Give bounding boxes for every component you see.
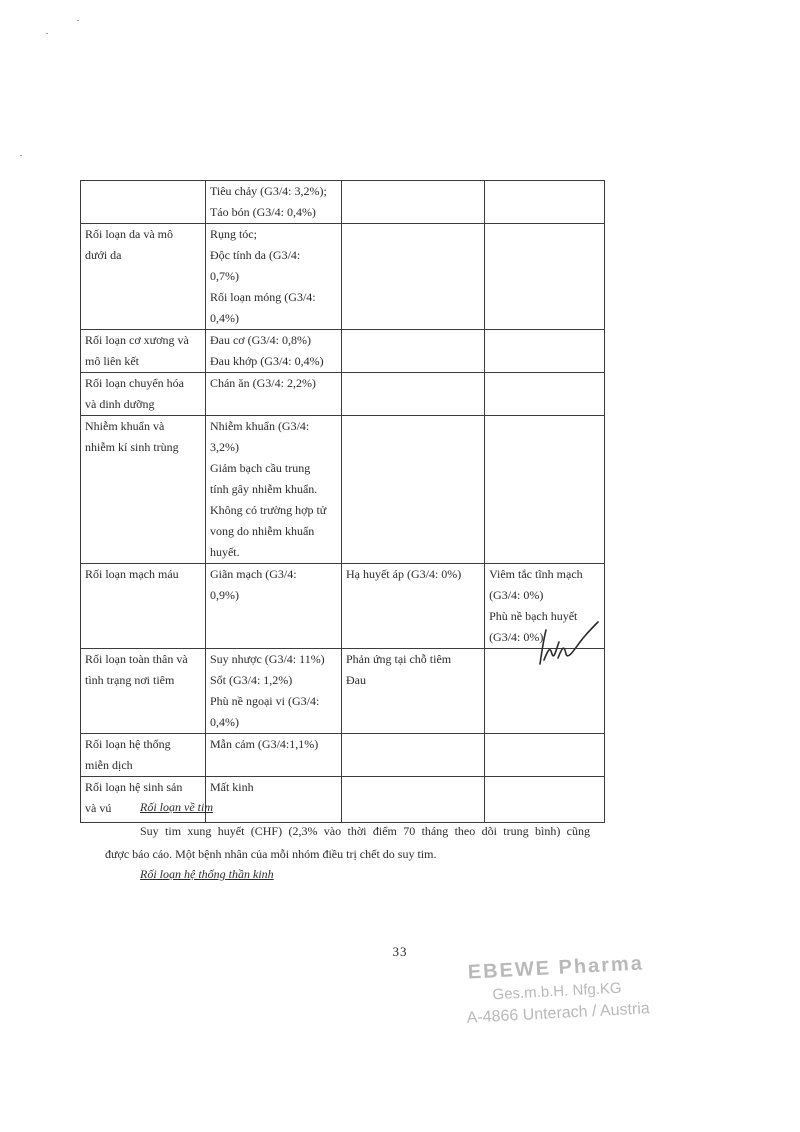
cell-line: 0,9%): [209, 588, 239, 602]
cell-line: Mẫn cảm (G3/4:1,1%): [209, 737, 319, 751]
company-stamp: [460, 950, 653, 1030]
cell-line: Mất kinh: [209, 780, 254, 794]
cell-line: Phản ứng tại chỗ tiêm: [345, 652, 452, 666]
table-row: [81, 734, 605, 777]
table-row: [81, 373, 605, 416]
organ-class-cell: [81, 373, 206, 416]
cell-line: Rối loạn hệ sinh sản: [85, 780, 183, 794]
cell-line: Suy nhược (G3/4: 11%): [209, 652, 325, 666]
reaction-cell-rare: [485, 181, 605, 224]
reaction-cell-common: [205, 224, 341, 330]
organ-class-cell: [81, 224, 206, 330]
adverse-reactions-table: [80, 180, 605, 823]
stamp-line-1: EBEWE Pharma: [467, 952, 645, 984]
cell-line: Sốt (G3/4: 1,2%): [209, 673, 293, 687]
reaction-cell-rare: [485, 373, 605, 416]
cell-line: Đau: [345, 673, 366, 687]
stamp-line-2: Ges.m.b.H. Nfg.KG: [492, 979, 623, 1004]
cell-line: vong do nhiễm khuẩn: [209, 524, 315, 538]
cell-line: 0,7%): [209, 269, 239, 283]
reaction-cell-rare: [485, 330, 605, 373]
reaction-cell-common: [205, 181, 341, 224]
reaction-cell-common: [205, 734, 341, 777]
reaction-cell-uncommon: [341, 416, 484, 564]
cell-line: Đau cơ (G3/4: 0,8%): [209, 333, 311, 347]
stamp-line-3: A-4866 Unterach / Austria: [466, 1000, 651, 1027]
cell-line: tính gây nhiễm khuẩn.: [209, 482, 318, 496]
reaction-cell-common: [205, 373, 341, 416]
cell-line: Rối loạn hệ thống: [85, 737, 171, 751]
reaction-cell-common: [205, 564, 341, 649]
cell-line: 3,2%): [209, 440, 239, 454]
cell-line: Rối loạn móng (G3/4:: [209, 290, 316, 304]
reaction-cell-common: [205, 649, 341, 734]
reaction-cell-rare: [485, 416, 605, 564]
handwritten-signature: [534, 620, 604, 670]
reaction-cell-rare: [485, 734, 605, 777]
cell-line: mô liên kết: [85, 354, 139, 368]
table-row: [81, 224, 605, 330]
cell-line: (G3/4: 0%): [489, 630, 544, 644]
organ-class-cell: [81, 181, 206, 224]
cell-line: nhiễm kí sinh trùng: [85, 440, 179, 454]
cell-line: miễn dịch: [85, 758, 133, 772]
cell-line: dưới da: [85, 248, 122, 262]
reaction-cell-uncommon: [341, 373, 484, 416]
cell-line: Đau khớp (G3/4: 0,4%): [209, 354, 324, 368]
heading-cardiac-disorders: Rối loạn về tim: [140, 800, 213, 814]
cell-line: Chán ăn (G3/4: 2,2%): [209, 376, 316, 390]
reaction-cell-uncommon: [341, 224, 484, 330]
cell-line: và vú: [85, 801, 112, 815]
organ-class-cell: [81, 649, 206, 734]
reaction-cell-rare: [485, 777, 605, 823]
cell-line: Phù nề bạch huyết: [489, 609, 578, 623]
cell-line: Độc tính da (G3/4:: [209, 248, 301, 262]
reaction-cell-uncommon: [341, 734, 484, 777]
cell-line: Rối loạn mạch máu: [85, 567, 179, 581]
cell-line: tình trạng nơi tiêm: [85, 673, 175, 687]
cell-line: Không có trường hợp tử: [209, 503, 327, 517]
table-row: [81, 649, 605, 734]
reaction-cell-uncommon: [341, 564, 484, 649]
cell-line: Giãn mạch (G3/4:: [209, 567, 297, 581]
cardiac-paragraph-line-1: Suy tim xung huyết (CHF) (2,3% vào thời điểm 70 tháng theo dõi trung bình) cũng: [140, 824, 590, 838]
cell-line: Hạ huyết áp (G3/4: 0%): [345, 567, 462, 581]
cell-line: và dinh dưỡng: [85, 397, 155, 411]
reaction-cell-uncommon: [341, 649, 484, 734]
table-row: [81, 564, 605, 649]
heading-nervous-system-disorders: Rối loạn hệ thống thần kinh: [140, 867, 274, 881]
cardiac-paragraph-line-2: được báo cáo. Một bệnh nhân của mỗi nhóm điều trị chết do suy tim.: [105, 847, 437, 861]
cell-line: Rối loạn cơ xương và: [85, 333, 189, 347]
cell-line: Phù nề ngoại vi (G3/4:: [209, 694, 320, 708]
cell-line: (G3/4: 0%): [489, 588, 544, 602]
table-row: [81, 330, 605, 373]
cell-line: Rối loạn chuyển hóa: [85, 376, 184, 390]
cell-line: Viêm tắc tĩnh mạch: [489, 567, 583, 581]
reaction-cell-common: [205, 330, 341, 373]
reaction-cell-rare: [485, 224, 605, 330]
reaction-cell-uncommon: [341, 330, 484, 373]
cell-line: Giảm bạch cầu trung: [209, 461, 311, 475]
cell-line: Nhiễm khuẩn và: [85, 419, 165, 433]
reaction-cell-common: [205, 777, 341, 823]
cell-line: Táo bón (G3/4: 0,4%): [209, 205, 316, 219]
table-row: [81, 416, 605, 564]
organ-class-cell: [81, 564, 206, 649]
organ-class-cell: [81, 330, 206, 373]
cell-line: 0,4%): [209, 311, 239, 325]
reaction-cell-uncommon: [341, 181, 484, 224]
reaction-cell-uncommon: [341, 777, 484, 823]
organ-class-cell: [81, 416, 206, 564]
cell-line: Rụng tóc;: [209, 227, 257, 241]
cell-line: huyết.: [209, 545, 240, 559]
cell-line: 0,4%): [209, 715, 239, 729]
reaction-cell-common: [205, 416, 341, 564]
page-number: 33: [392, 944, 408, 959]
table-row: [81, 181, 605, 224]
cell-line: Rối loạn da và mô: [85, 227, 173, 241]
cell-line: Tiêu chảy (G3/4: 3,2%);: [209, 184, 327, 198]
organ-class-cell: [81, 734, 206, 777]
cell-line: Rối loạn toàn thân và: [85, 652, 188, 666]
cell-line: Nhiễm khuẩn (G3/4:: [209, 419, 310, 433]
